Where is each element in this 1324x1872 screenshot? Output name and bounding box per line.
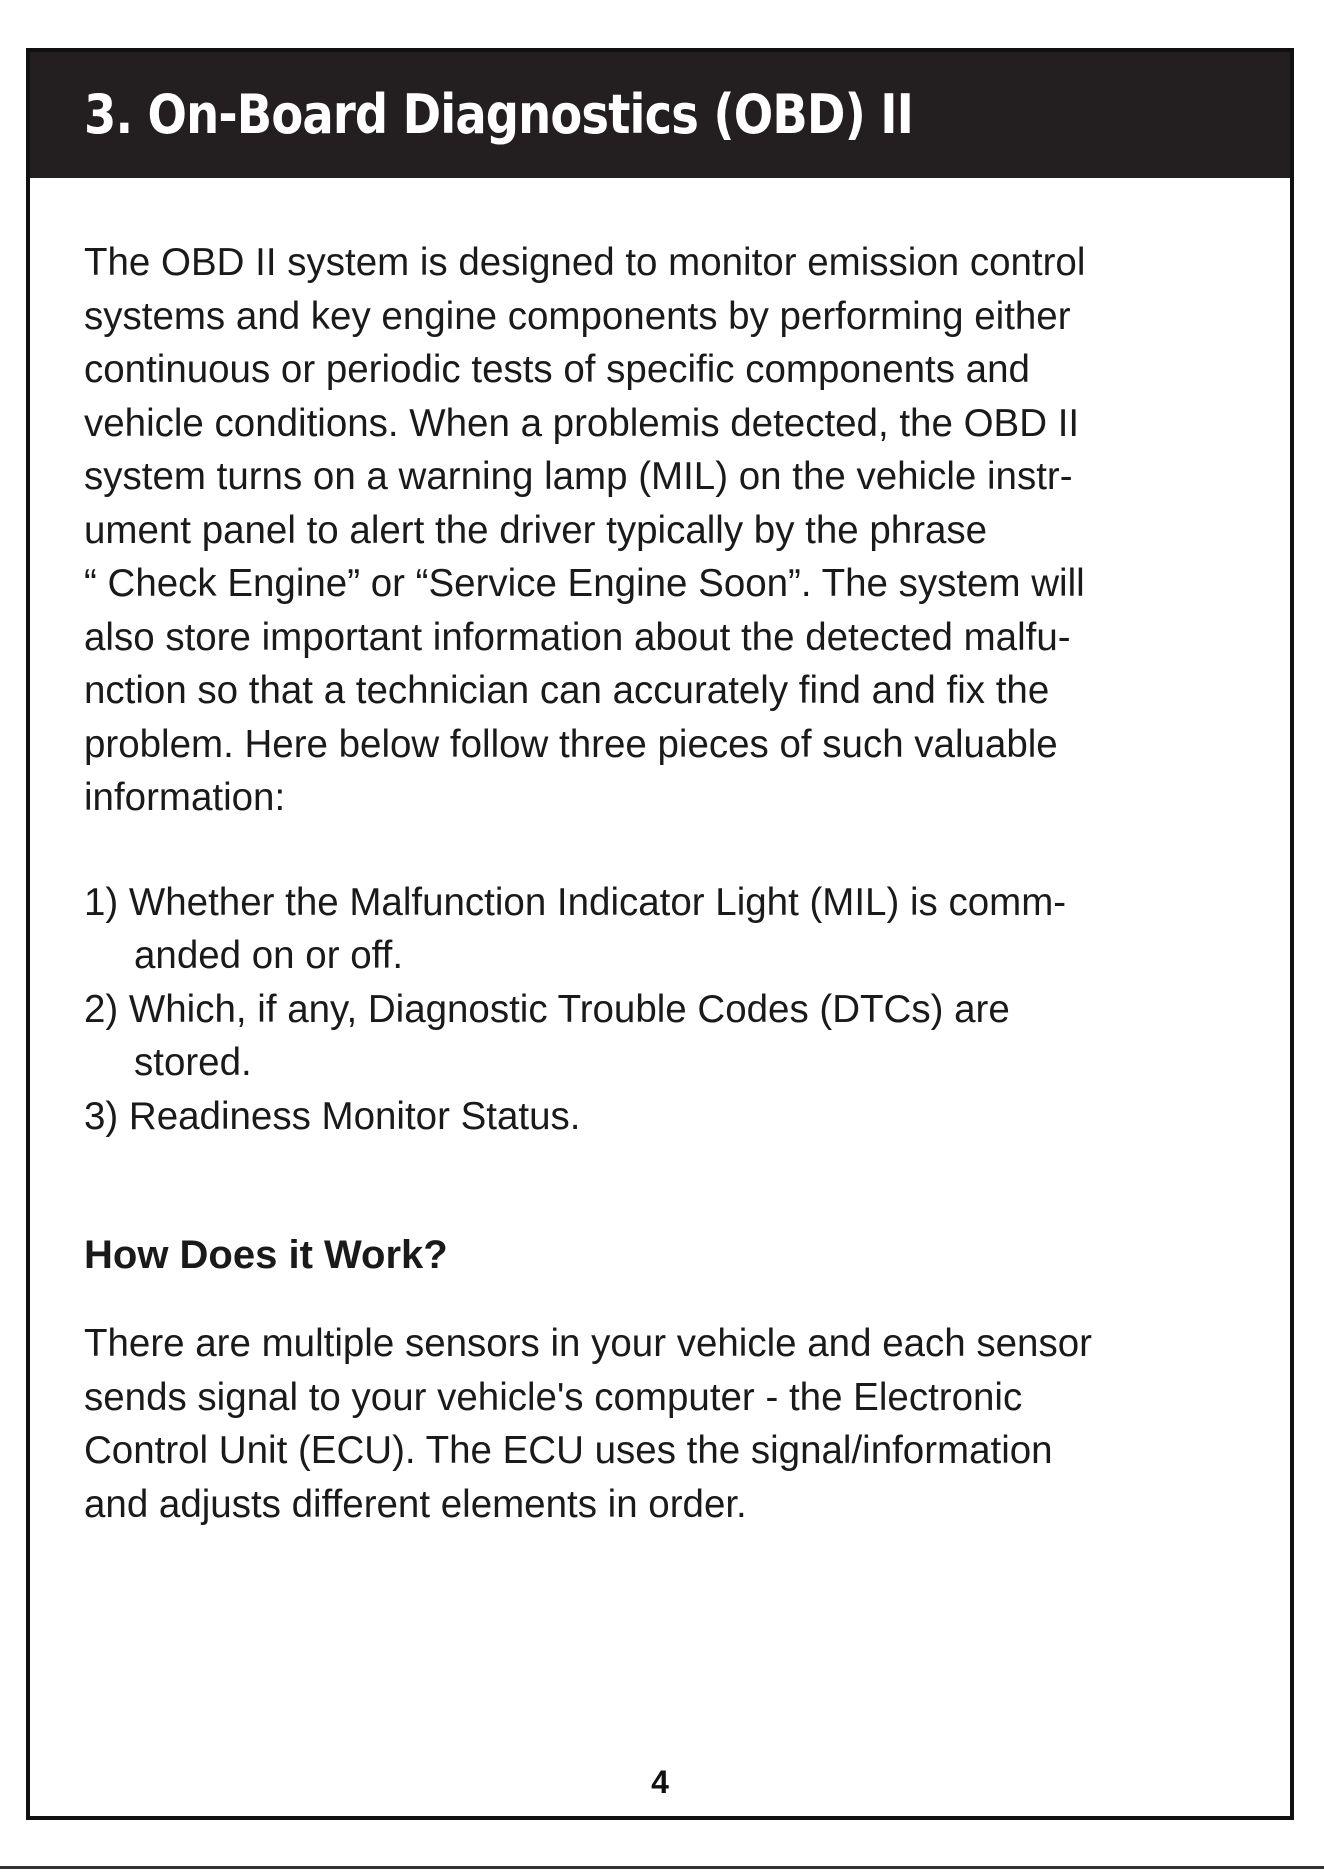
how-it-works-line: There are multiple sensors in your vehicle and each sensor xyxy=(84,1322,1092,1365)
intro-line: “ Check Engine” or “Service Engine Soon”. The system will xyxy=(84,562,1085,605)
intro-line: systems and key engine components by performing either xyxy=(84,294,1071,338)
info-list xyxy=(84,876,1274,1144)
section-header-bar xyxy=(30,52,1290,178)
how-it-works-line: Control Unit (ECU). The ECU uses the signal/information xyxy=(84,1429,1053,1472)
list-item-text-continued: anded on or off. xyxy=(134,934,404,977)
list-item-mil-status xyxy=(84,876,1274,983)
intro-line: nction so that a technician can accurately find and fix the xyxy=(84,669,1050,712)
list-item-text: 2) Which, if any, Diagnostic Trouble Codes (DTCs) are xyxy=(84,987,1010,1031)
intro-line: vehicle conditions. When a problemis detected, the OBD II xyxy=(84,401,1080,445)
list-item-dtcs-stored xyxy=(84,983,1274,1090)
intro-paragraph xyxy=(84,236,1274,825)
page-number: 4 xyxy=(651,1764,669,1800)
list-item-text: 3) Readiness Monitor Status. xyxy=(84,1094,581,1138)
list-item-text-continued: stored. xyxy=(134,1041,252,1084)
intro-line: information: xyxy=(84,776,286,819)
intro-line: system turns on a warning lamp (MIL) on the vehicle instr- xyxy=(84,455,1073,498)
intro-line: continuous or periodic tests of specific components and xyxy=(84,348,1030,391)
how-it-works-paragraph xyxy=(84,1317,1274,1531)
bottom-edge-rule xyxy=(0,1866,1324,1869)
list-item-readiness-monitor xyxy=(84,1090,1274,1144)
intro-line: also store important information about the detected malfu- xyxy=(84,615,1071,659)
how-it-works-heading: How Does it Work? xyxy=(84,1233,448,1277)
manual-page xyxy=(26,48,1294,1820)
page-content xyxy=(84,236,1274,1531)
how-it-works-line: and adjusts different elements in order. xyxy=(84,1482,747,1526)
intro-line: problem. Here below follow three pieces of such valuable xyxy=(84,722,1058,766)
section-title: 3. On-Board Diagnostics (OBD) II xyxy=(84,83,914,146)
how-it-works-line: sends signal to your vehicle's computer - the Electronic xyxy=(84,1375,1023,1419)
intro-line: ument panel to alert the driver typically by the phrase xyxy=(84,508,988,552)
intro-line: The OBD II system is designed to monitor emission control xyxy=(84,241,1086,284)
list-item-text: 1) Whether the Malfunction Indicator Light (MIL) is comm- xyxy=(84,880,1067,924)
